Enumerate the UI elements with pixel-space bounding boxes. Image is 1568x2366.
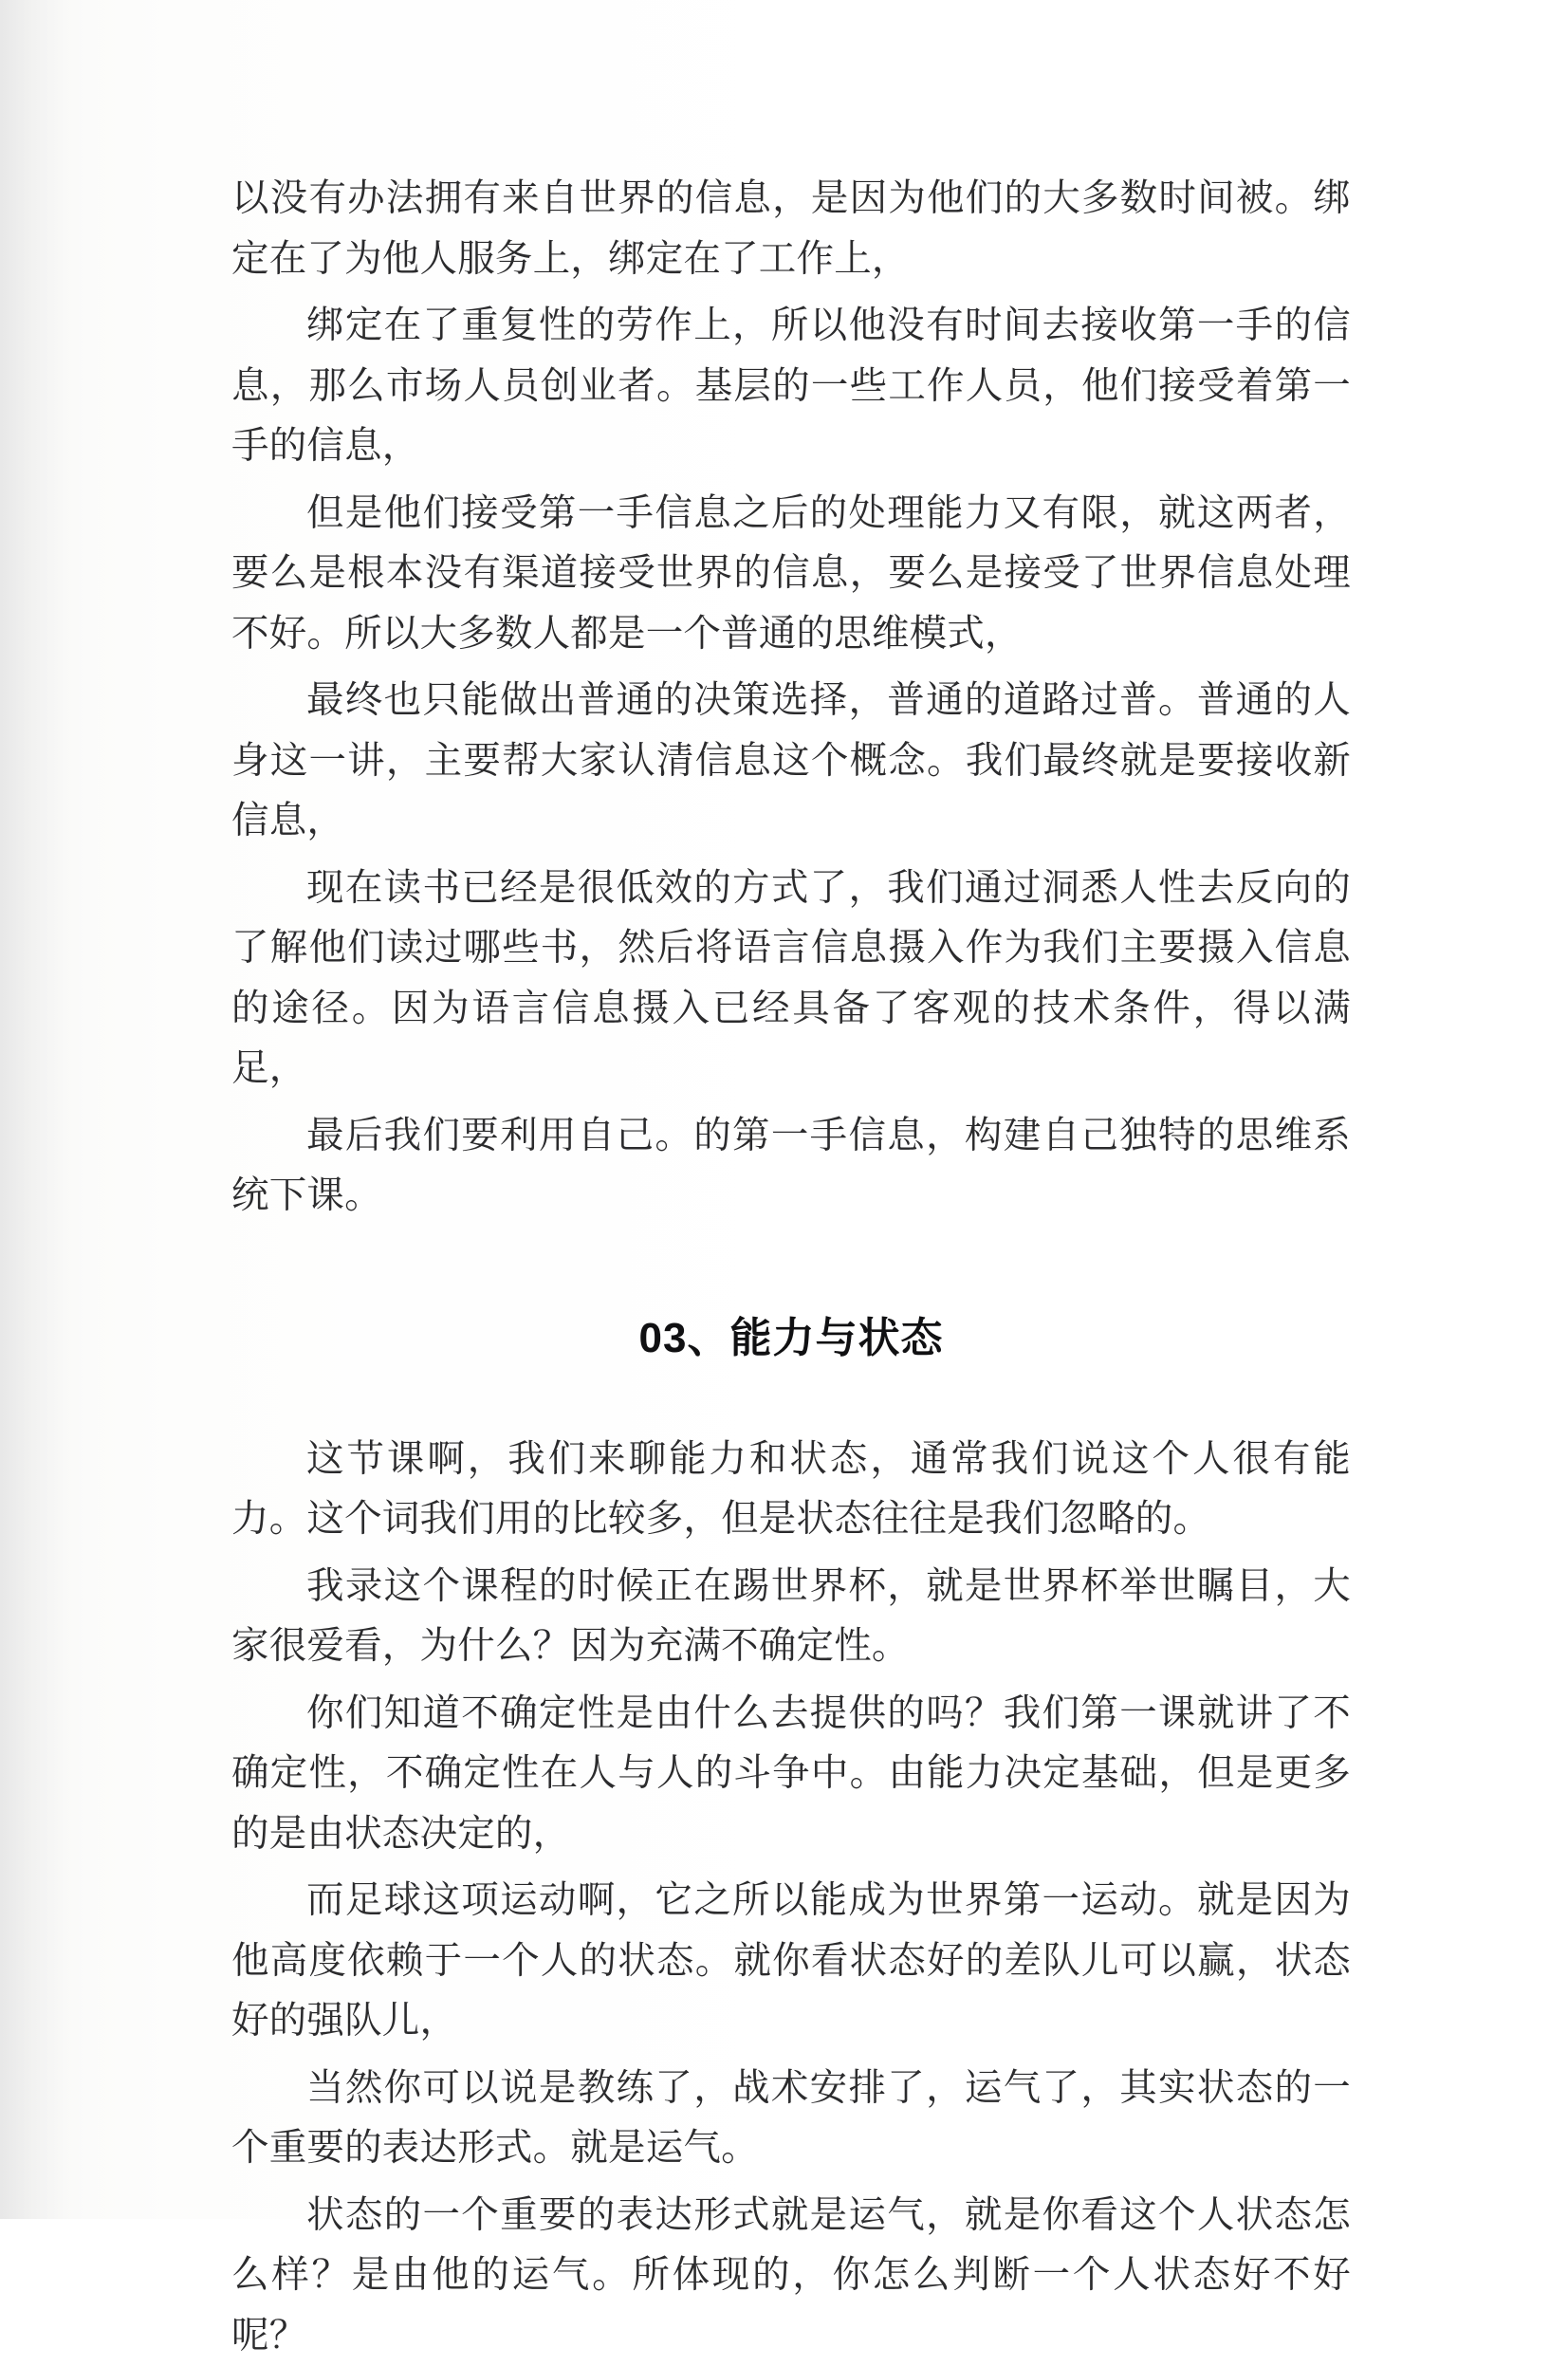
paragraph: 状态的一个重要的表达形式就是运气，就是你看这个人状态怎么样？是由他的运气。所体现的，你怎么判断一个人状态好不好呢？ xyxy=(231,2186,1351,2366)
paragraph: 这节课啊，我们来聊能力和状态，通常我们说这个人很有能力。这个词我们用的比较多，但是状态往往是我们忽略的。 xyxy=(231,1430,1351,1550)
section-heading: 03、能力与状态 xyxy=(231,1310,1351,1367)
paragraph: 而足球这项运动啊，它之所以能成为世界第一运动。就是因为他高度依赖于一个人的状态。就你看状态好的差队儿可以赢，状态好的强队儿， xyxy=(231,1871,1351,2052)
paragraph: 但是他们接受第一手信息之后的处理能力又有限，就这两者，要么是根本没有渠道接受世界的信息，要么是接受了世界信息处理不好。所以大多数人都是一个普通的思维模式， xyxy=(231,484,1351,665)
section-heading-block xyxy=(231,1310,1351,1367)
paragraph: 现在读书已经是很低效的方式了，我们通过洞悉人性去反向的了解他们读过哪些书，然后将语言信息摄入作为我们主要摄入信息的途径。因为语言信息摄入已经具备了客观的技术条件，得以满足， xyxy=(231,859,1351,1100)
paragraph: 最后我们要利用自己。的第一手信息，构建自己独特的思维系统下课。 xyxy=(231,1106,1351,1227)
paragraph: 最终也只能做出普通的决策选择，普通的道路过普。普通的人身这一讲，主要帮大家认清信息这个概念。我们最终就是要接收新信息， xyxy=(231,671,1351,852)
section-03 xyxy=(231,1310,1351,2366)
section-before-heading xyxy=(231,169,1351,1227)
paragraph: 我录这个课程的时候正在踢世界杯，就是世界杯举世瞩目，大家很爱看，为什么？因为充满不确定性。 xyxy=(231,1557,1351,1677)
paragraph: 绑定在了重复性的劳作上，所以他没有时间去接收第一手的信息，那么市场人员创业者。基层的一些工作人员，他们接受着第一手的信息， xyxy=(231,296,1351,477)
paragraph: 以没有办法拥有来自世界的信息，是因为他们的大多数时间被。绑定在了为他人服务上，绑定在了工作上， xyxy=(231,169,1351,289)
paragraph: 你们知道不确定性是由什么去提供的吗？我们第一课就讲了不确定性，不确定性在人与人的斗争中。由能力决定基础，但是更多的是由状态决定的， xyxy=(231,1684,1351,1865)
text-column xyxy=(231,169,1351,2366)
paragraph: 当然你可以说是教练了，战术安排了，运气了，其实状态的一个重要的表达形式。就是运气。 xyxy=(231,2059,1351,2179)
